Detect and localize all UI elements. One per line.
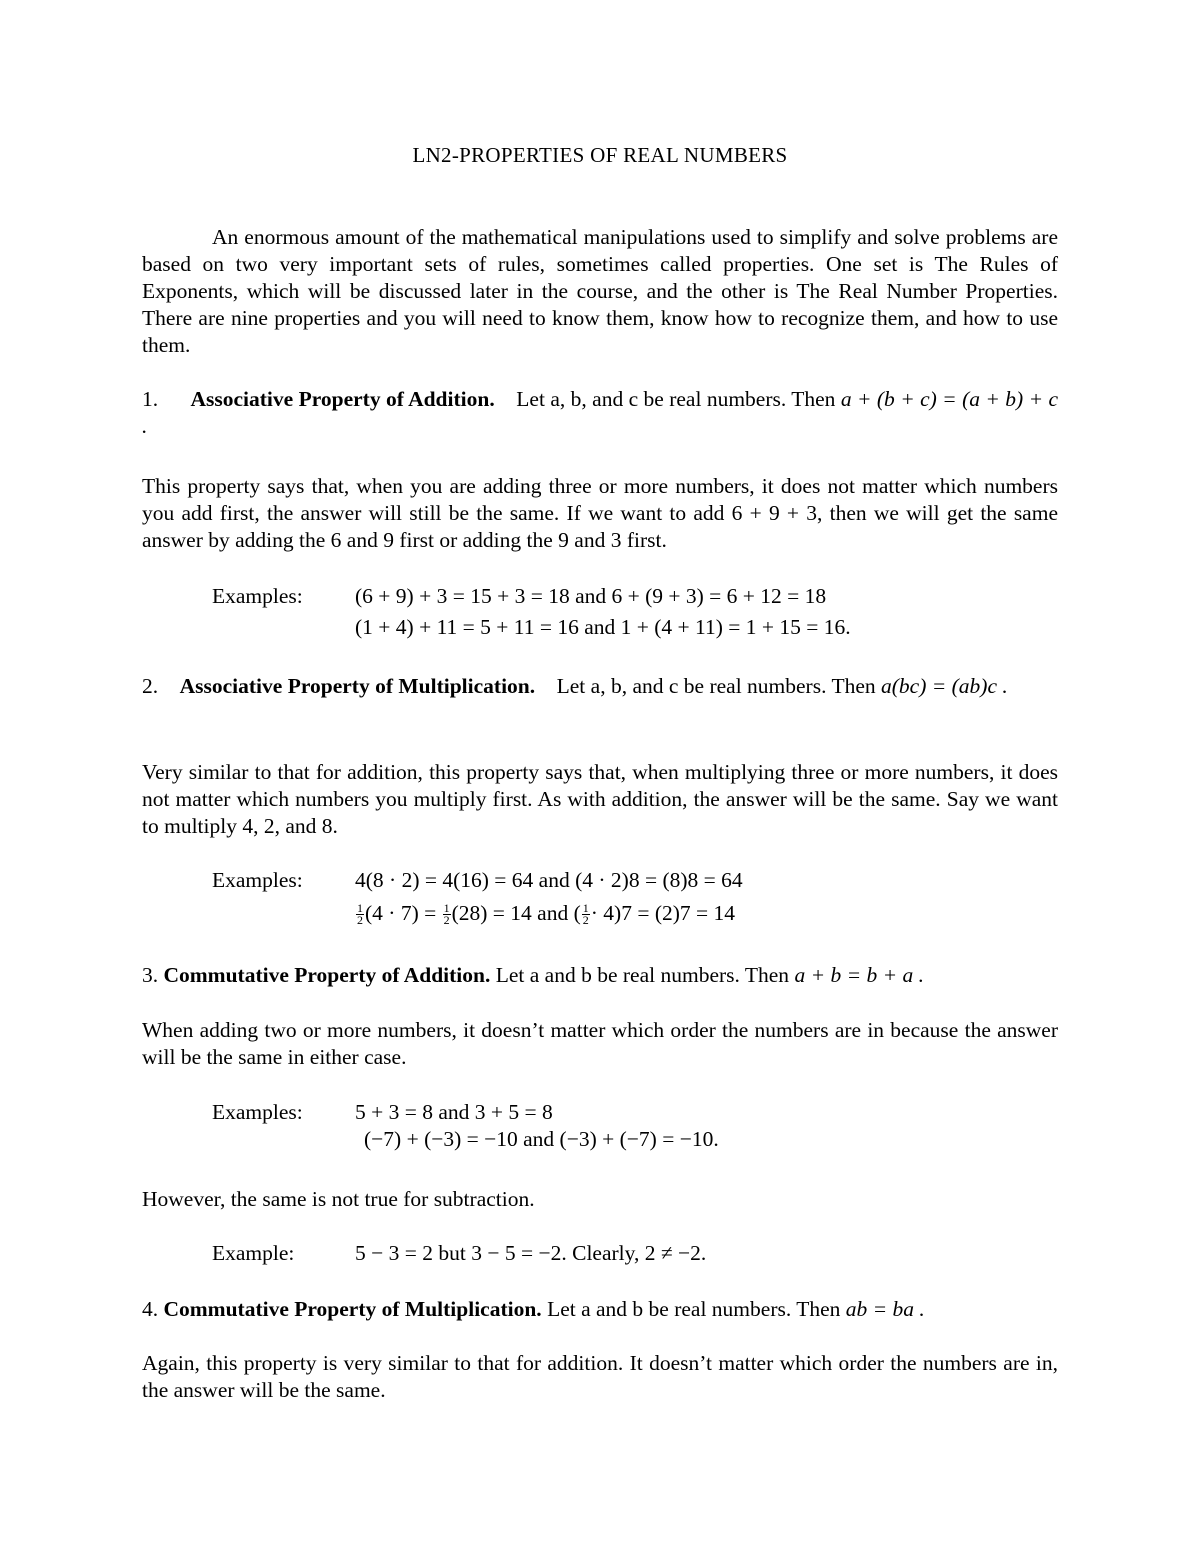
- property-2-example-2-part-b: (28) = 14 and (: [451, 901, 581, 925]
- property-4-number: 4.: [142, 1297, 159, 1321]
- property-2-example-2: [355, 900, 735, 927]
- property-2-explanation: Very similar to that for addition, this property says that, when multiplying three or more numbers, it does not matter which numbers you multiply first. As with addition, the answer will be the same. Say we want to multiply 4, 2, and 8.: [142, 760, 1058, 838]
- property-4-formula: ab = ba .: [845, 1297, 925, 1321]
- property-4-heading: [142, 1296, 1058, 1323]
- property-2-example-1: 4(8 · 2) = 4(16) = 64 and (4 · 2)8 = (8)8 = 64: [355, 868, 743, 892]
- property-3-statement: Let a and b be real numbers. Then: [495, 963, 790, 987]
- property-2-formula: a(bc) = (ab)c .: [881, 674, 1008, 698]
- page-title: LN2-PROPERTIES OF REAL NUMBERS: [412, 143, 788, 167]
- property-1-example-2: (1 + 4) + 11 = 5 + 11 = 16 and 1 + (4 + 11) = 1 + 15 = 16.: [355, 615, 851, 639]
- subtraction-note: However, the same is not true for subtraction.: [142, 1187, 535, 1211]
- property-1-number: 1.: [142, 387, 159, 411]
- property-3-examples-label: Examples:: [212, 1100, 303, 1124]
- property-2-examples-label: Examples:: [212, 868, 303, 892]
- property-3-example-2: (−7) + (−3) = −10 and (−3) + (−7) = −10.: [364, 1127, 719, 1151]
- property-4-explanation: Again, this property is very similar to that for addition. It doesn’t matter which order the numbers are in, the answer will be the same.: [142, 1351, 1058, 1402]
- property-3-example-1: 5 + 3 = 8 and 3 + 5 = 8: [355, 1100, 553, 1124]
- property-1-name: Associative Property of Addition.: [190, 387, 495, 411]
- property-1-explanation: This property says that, when you are adding three or more numbers, it does not matter which numbers you add first, the answer will still be the same. If we want to add 6 + 9 + 3, then we will get the same answer by adding the 6 and 9 first or adding the 9 and 3 first.: [142, 474, 1058, 552]
- intro-paragraph: An enormous amount of the mathematical manipulations used to simplify and solve problems are based on two very important sets of rules, sometimes called properties. One set is The Rules of Exponents, which will be discussed later in the course, and the other is The Real Number Properties. There are nine properties and you will need to know them, know how to recognize them, and how to use them.: [142, 225, 1058, 357]
- property-2-number: 2.: [142, 674, 159, 698]
- subtraction-example: 5 − 3 = 2 but 3 − 5 = −2. Clearly, 2 ≠ −2.: [355, 1241, 707, 1265]
- property-3-name: Commutative Property of Addition.: [163, 963, 491, 987]
- property-3-number: 3.: [142, 963, 159, 987]
- subtraction-example-label: Example:: [212, 1241, 295, 1265]
- property-1-example-1: (6 + 9) + 3 = 15 + 3 = 18 and 6 + (9 + 3) = 6 + 12 = 18: [355, 584, 827, 608]
- property-2-heading: [142, 673, 1058, 700]
- property-4-statement: Let a and b be real numbers. Then: [547, 1297, 841, 1321]
- property-3-explanation: When adding two or more numbers, it doesn’t matter which order the numbers are in because the answer will be the same in either case.: [142, 1018, 1058, 1069]
- property-1-examples-label: Examples:: [212, 584, 303, 608]
- property-2-statement: Let a, b, and c be real numbers. Then: [556, 674, 876, 698]
- property-3-heading: [142, 962, 1058, 989]
- property-1-formula: a + (b + c) = (a + b) + c .: [142, 387, 1059, 438]
- fraction-one-half: $\frac{1}{2}$: [443, 901, 450, 927]
- property-1-statement: Let a, b, and c be real numbers. Then: [516, 387, 836, 411]
- property-2-name: Associative Property of Multiplication.: [179, 674, 536, 698]
- property-3-formula: a + b = b + a .: [794, 963, 924, 987]
- fraction-one-half: $\frac{1}{2}$: [582, 901, 589, 927]
- fraction-one-half: $\frac{1}{2}$: [357, 901, 363, 927]
- property-4-name: Commutative Property of Multiplication.: [163, 1297, 542, 1321]
- property-1-heading: [142, 386, 1058, 440]
- property-2-example-2-part-a: (4 · 7) =: [365, 901, 437, 925]
- property-2-example-2-part-c: · 4)7 = (2)7 = 14: [590, 901, 736, 925]
